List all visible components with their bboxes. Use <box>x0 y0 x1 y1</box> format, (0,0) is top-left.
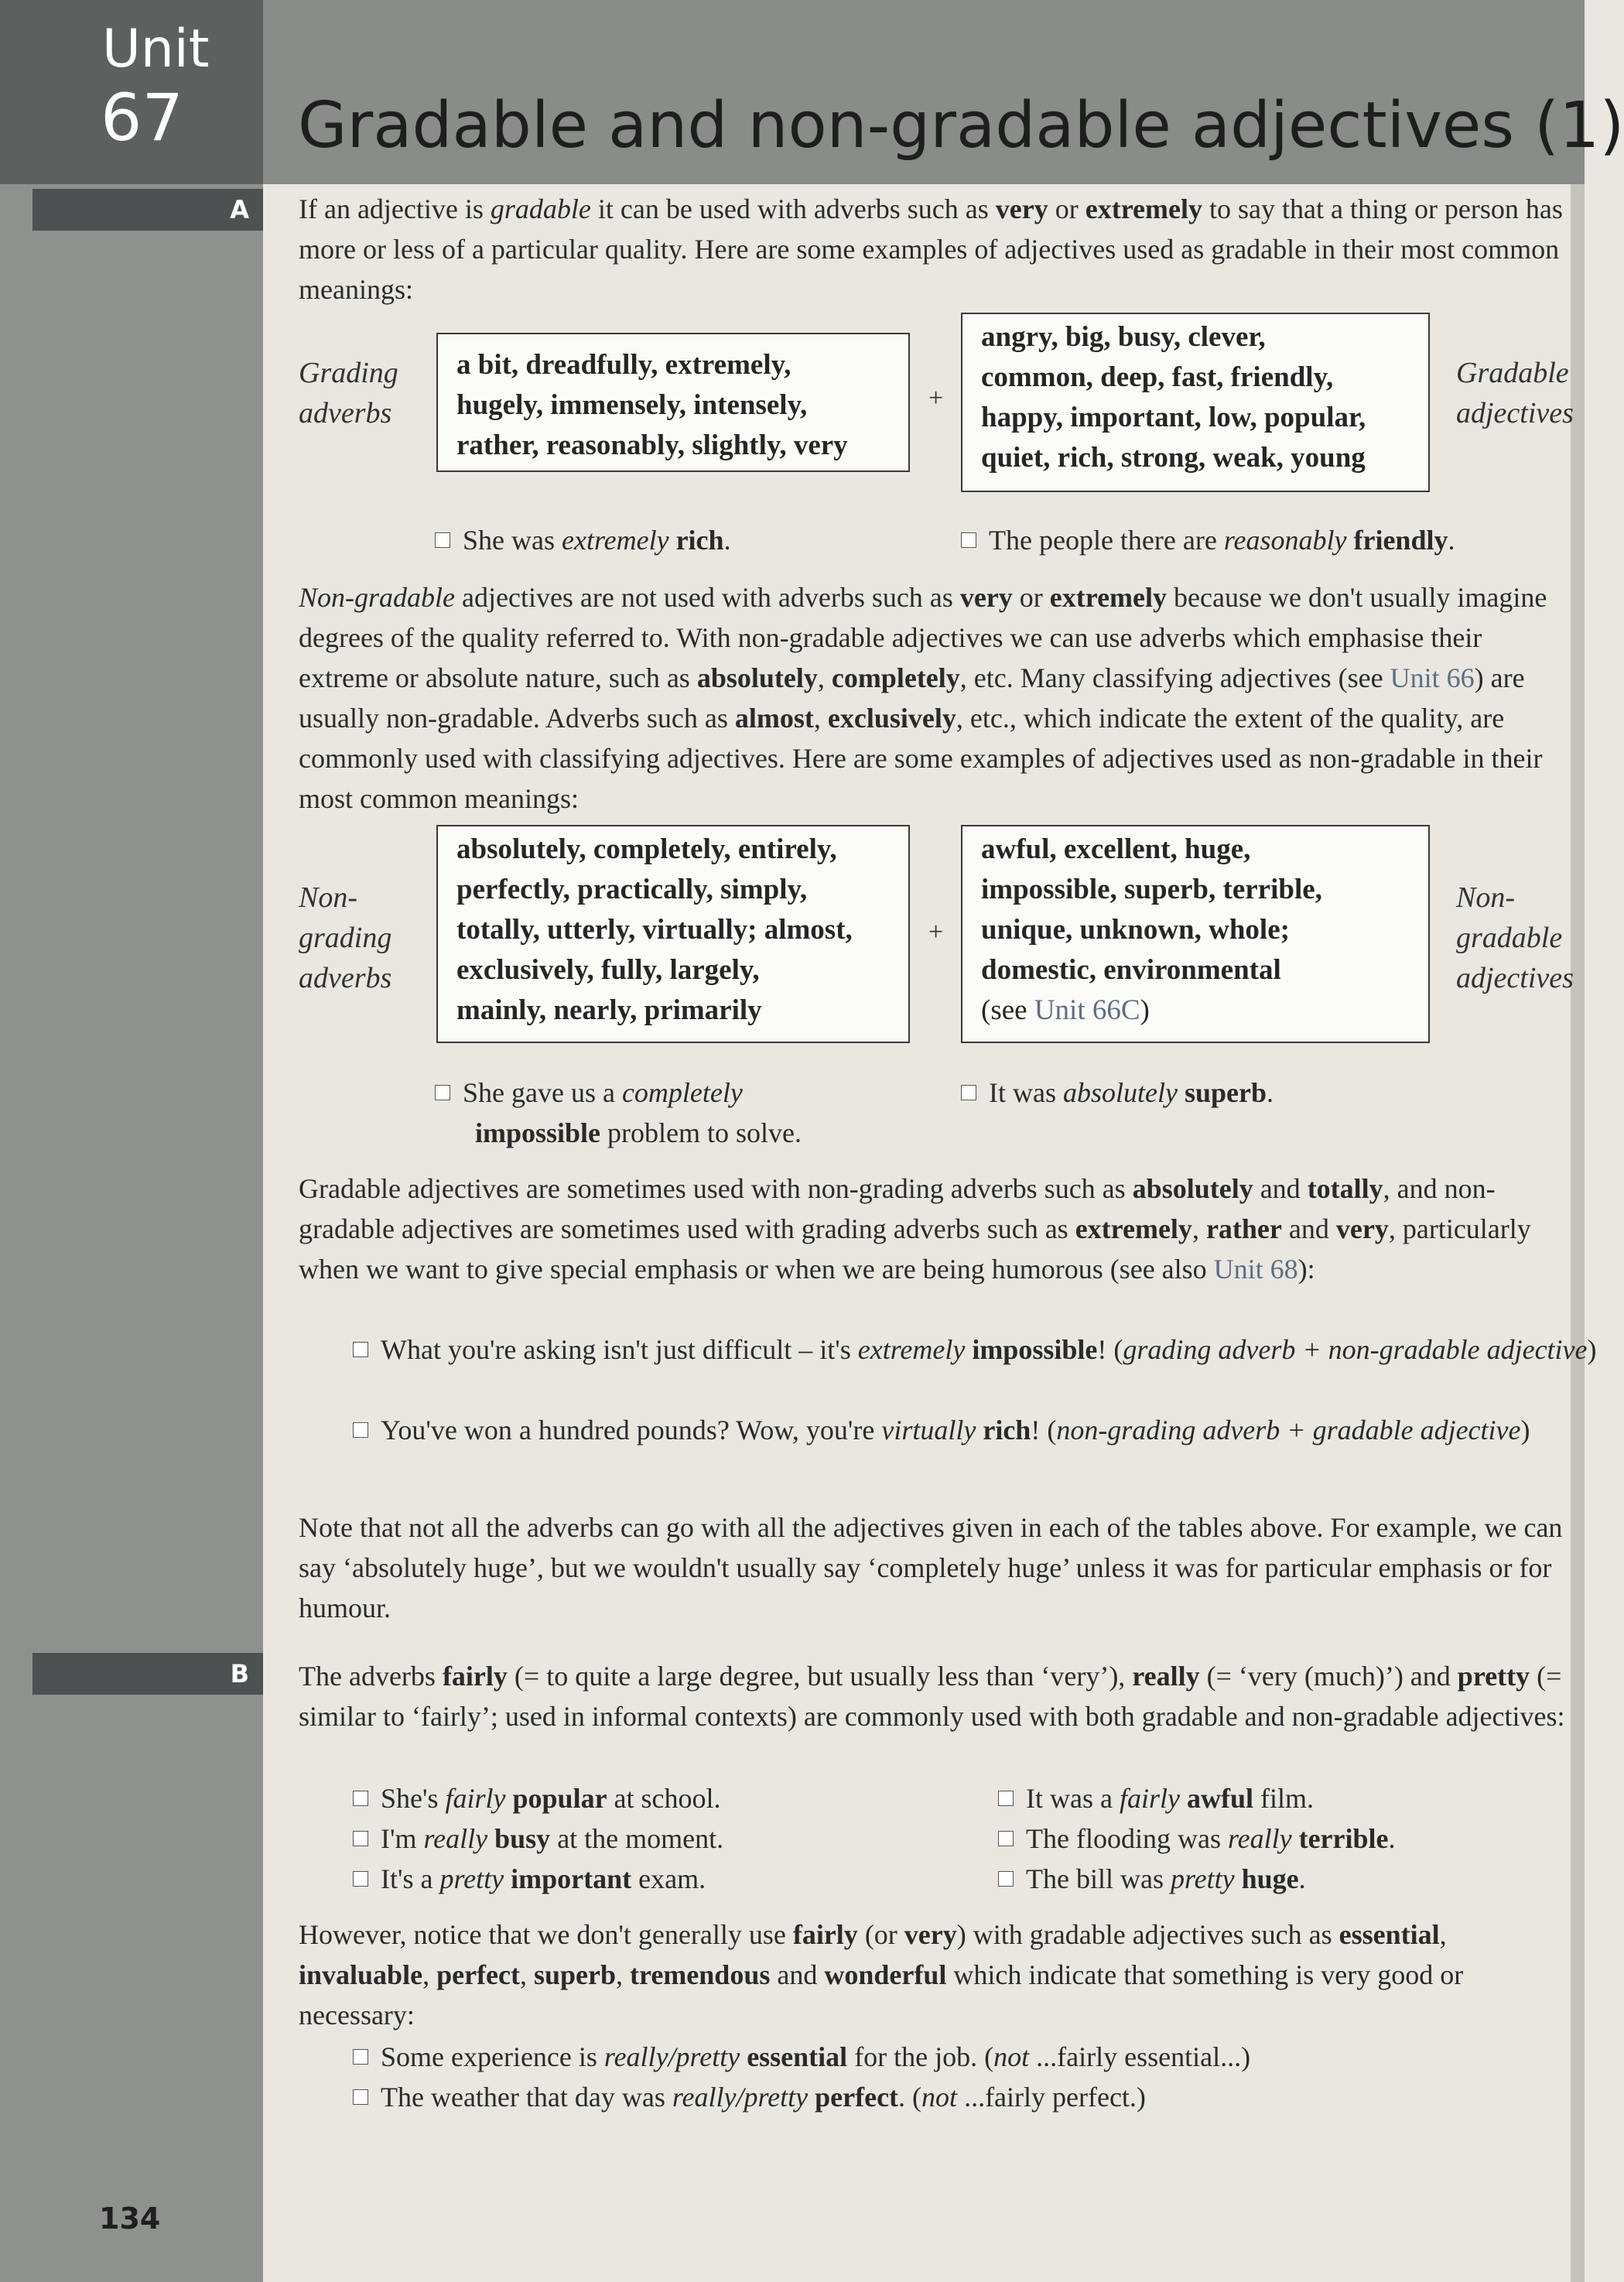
example-sentence: She gave us a completely impossible problem to solve. <box>435 1073 802 1153</box>
non-grading-adverbs-box <box>436 825 910 1043</box>
paragraph-gradable-intro: If an adjective is gradable it can be used with adverbs such as very or extremely to say that a thing or person has more or less of a particular quality. Here are some examples of adjectives used as gradable in their most common meanings: <box>299 193 1563 305</box>
box-line: angry, big, busy, clever, <box>981 321 1266 353</box>
example-sentence: The people there are reasonably friendly. <box>961 520 1455 560</box>
checkbox-icon <box>998 1831 1014 1846</box>
box-line: quiet, rich, strong, weak, young <box>981 442 1366 474</box>
paragraph-note: Note that not all the adverbs can go with all the adjectives given in each of the tables above. For example, we can say ‘absolutely huge’, but we wouldn't usually say ‘completely huge’ unless it was for particular emphasis or for humour. <box>299 1512 1563 1623</box>
box-line: hugely, immensely, intensely, <box>456 389 808 421</box>
example-sentence: She was extremely rich. <box>435 520 731 560</box>
box-line: domestic, environmental <box>981 954 1281 986</box>
example-sentence: It was a fairly awful film. <box>998 1778 1314 1818</box>
unit-label: Unit <box>102 19 210 80</box>
example-sentence: What you're asking isn't just difficult – it's extremely impossible! (grading adverb + non-gradable adjective) <box>353 1329 1600 1370</box>
label-line: Non- <box>299 881 357 914</box>
checkbox-icon <box>353 2089 368 2105</box>
left-sidebar <box>0 0 263 2282</box>
label-line: grading <box>299 922 392 954</box>
checkbox-icon <box>961 532 976 548</box>
box-line: impossible, superb, terrible, <box>981 874 1322 905</box>
box-line: mainly, nearly, primarily <box>456 994 762 1026</box>
box-line <box>981 990 1410 1031</box>
example-sentence: She's fairly popular at school. <box>353 1778 721 1818</box>
non-grading-adverbs-label <box>299 878 391 998</box>
example-sentence: I'm really busy at the moment. <box>353 1818 723 1859</box>
label-line: Non- <box>1456 881 1515 914</box>
plus-sign: + <box>928 384 944 412</box>
example-sentence: Some experience is really/pretty essential for the job. (not ...fairly essential...) <box>353 2037 1250 2077</box>
box-line: rather, reasonably, slightly, very <box>456 429 848 461</box>
label-line: adverbs <box>299 397 392 429</box>
label-line: gradable <box>1456 922 1563 954</box>
page-edge <box>1571 184 1585 2282</box>
checkbox-icon <box>998 1791 1014 1806</box>
checkbox-icon <box>353 1422 368 1438</box>
non-gradable-adjectives-box <box>961 825 1430 1043</box>
page-number: 134 <box>99 2202 161 2236</box>
box-line: happy, important, low, popular, <box>981 402 1366 433</box>
example-sentence: It was absolutely superb. <box>961 1073 1274 1113</box>
box-line: absolutely, completely, entirely, <box>456 833 837 865</box>
checkbox-icon <box>961 1085 976 1100</box>
unit-66-link[interactable]: Unit 66 <box>1390 662 1475 693</box>
box-line: awful, excellent, huge, <box>981 833 1251 865</box>
checkbox-icon <box>353 1342 368 1357</box>
label-line: Grading <box>299 357 398 389</box>
note-text: (see <box>981 994 1034 1026</box>
paragraph-fairly-really-pretty: The adverbs fairly (= to quite a large degree, but usually less than ‘very’), really (= ‘very (much)’) and pretty (= similar to ‘fairly’; used in informal contexts) are commonly used with both gradable and non-gradable adjectives: <box>299 1661 1565 1732</box>
note-text: ) <box>1140 994 1150 1026</box>
unit-number: 67 <box>101 80 183 156</box>
unit-66c-link[interactable]: Unit 66C <box>1034 994 1140 1026</box>
plus-sign: + <box>928 918 944 946</box>
checkbox-icon <box>435 1085 450 1100</box>
example-sentence: The weather that day was really/pretty perfect. (not ...fairly perfect.) <box>353 2077 1146 2117</box>
gradable-adjectives-label <box>1456 353 1574 433</box>
example-sentence: It's a pretty important exam. <box>353 1859 706 1899</box>
paragraph-mixed-usage: Gradable adjectives are sometimes used with non-grading adverbs such as absolutely and totally, and non-gradable adjectives are sometimes used with grading adverbs such as extremely, rather and very, particularly when we want to give special emphasis or when we are being humorous (see also Unit 68): <box>299 1173 1531 1285</box>
paragraph-however: However, notice that we don't generally use fairly (or very) with gradable adjectives such as essential, invaluable, perfect, superb, tremendous and wonderful which indicate that something is very good or necessary: <box>299 1919 1464 2031</box>
label-line: adverbs <box>299 962 392 994</box>
checkbox-icon <box>353 2049 368 2065</box>
unit-68-link[interactable]: Unit 68 <box>1213 1254 1298 1285</box>
paragraph-non-gradable: Non-gradable adjectives are not used with adverbs such as very or extremely because we don't usually imagine degrees of the quality referred to. With non-gradable adjectives we can use adverbs which emphasise their extreme or absolute nature, such as absolutely, completely, etc. Many classifying adjectives (see Unit 66) are usually non-gradable. Adverbs such as almost, exclusively, etc., which indicate the extent of the quality, are commonly used with classifying adjectives. Here are some examples of adjectives used as non-gradable in their most common meanings: <box>299 582 1547 814</box>
example-sentence: You've won a hundred pounds? Wow, you're virtually rich! (non-grading adverb + gradable adjective) <box>353 1410 1600 1450</box>
grading-adverbs-label <box>299 353 398 433</box>
box-line: perfectly, practically, simply, <box>456 874 808 905</box>
label-line: adjectives <box>1456 962 1574 994</box>
section-marker-b: B <box>32 1653 263 1695</box>
checkbox-icon <box>435 532 450 548</box>
box-line: unique, unknown, whole; <box>981 914 1290 946</box>
grading-adverbs-box <box>436 333 910 472</box>
box-line: exclusively, fully, largely, <box>456 954 760 986</box>
checkbox-icon <box>353 1871 368 1887</box>
box-line: common, deep, fast, friendly, <box>981 361 1334 393</box>
box-line: totally, utterly, virtually; almost, <box>456 914 853 946</box>
unit-header-block <box>0 0 263 184</box>
checkbox-icon <box>353 1791 368 1806</box>
page-title: Gradable and non-gradable adjectives (1) <box>298 89 1624 163</box>
checkbox-icon <box>998 1871 1014 1887</box>
section-marker-a: A <box>32 189 263 231</box>
non-gradable-adjectives-label <box>1456 878 1574 998</box>
label-line: adjectives <box>1456 397 1574 429</box>
label-line: Gradable <box>1456 357 1569 389</box>
box-line: a bit, dreadfully, extremely, <box>456 349 791 381</box>
gradable-adjectives-box <box>961 313 1430 492</box>
example-sentence: The flooding was really terrible. <box>998 1818 1396 1859</box>
checkbox-icon <box>353 1831 368 1846</box>
example-sentence: The bill was pretty huge. <box>998 1859 1306 1899</box>
